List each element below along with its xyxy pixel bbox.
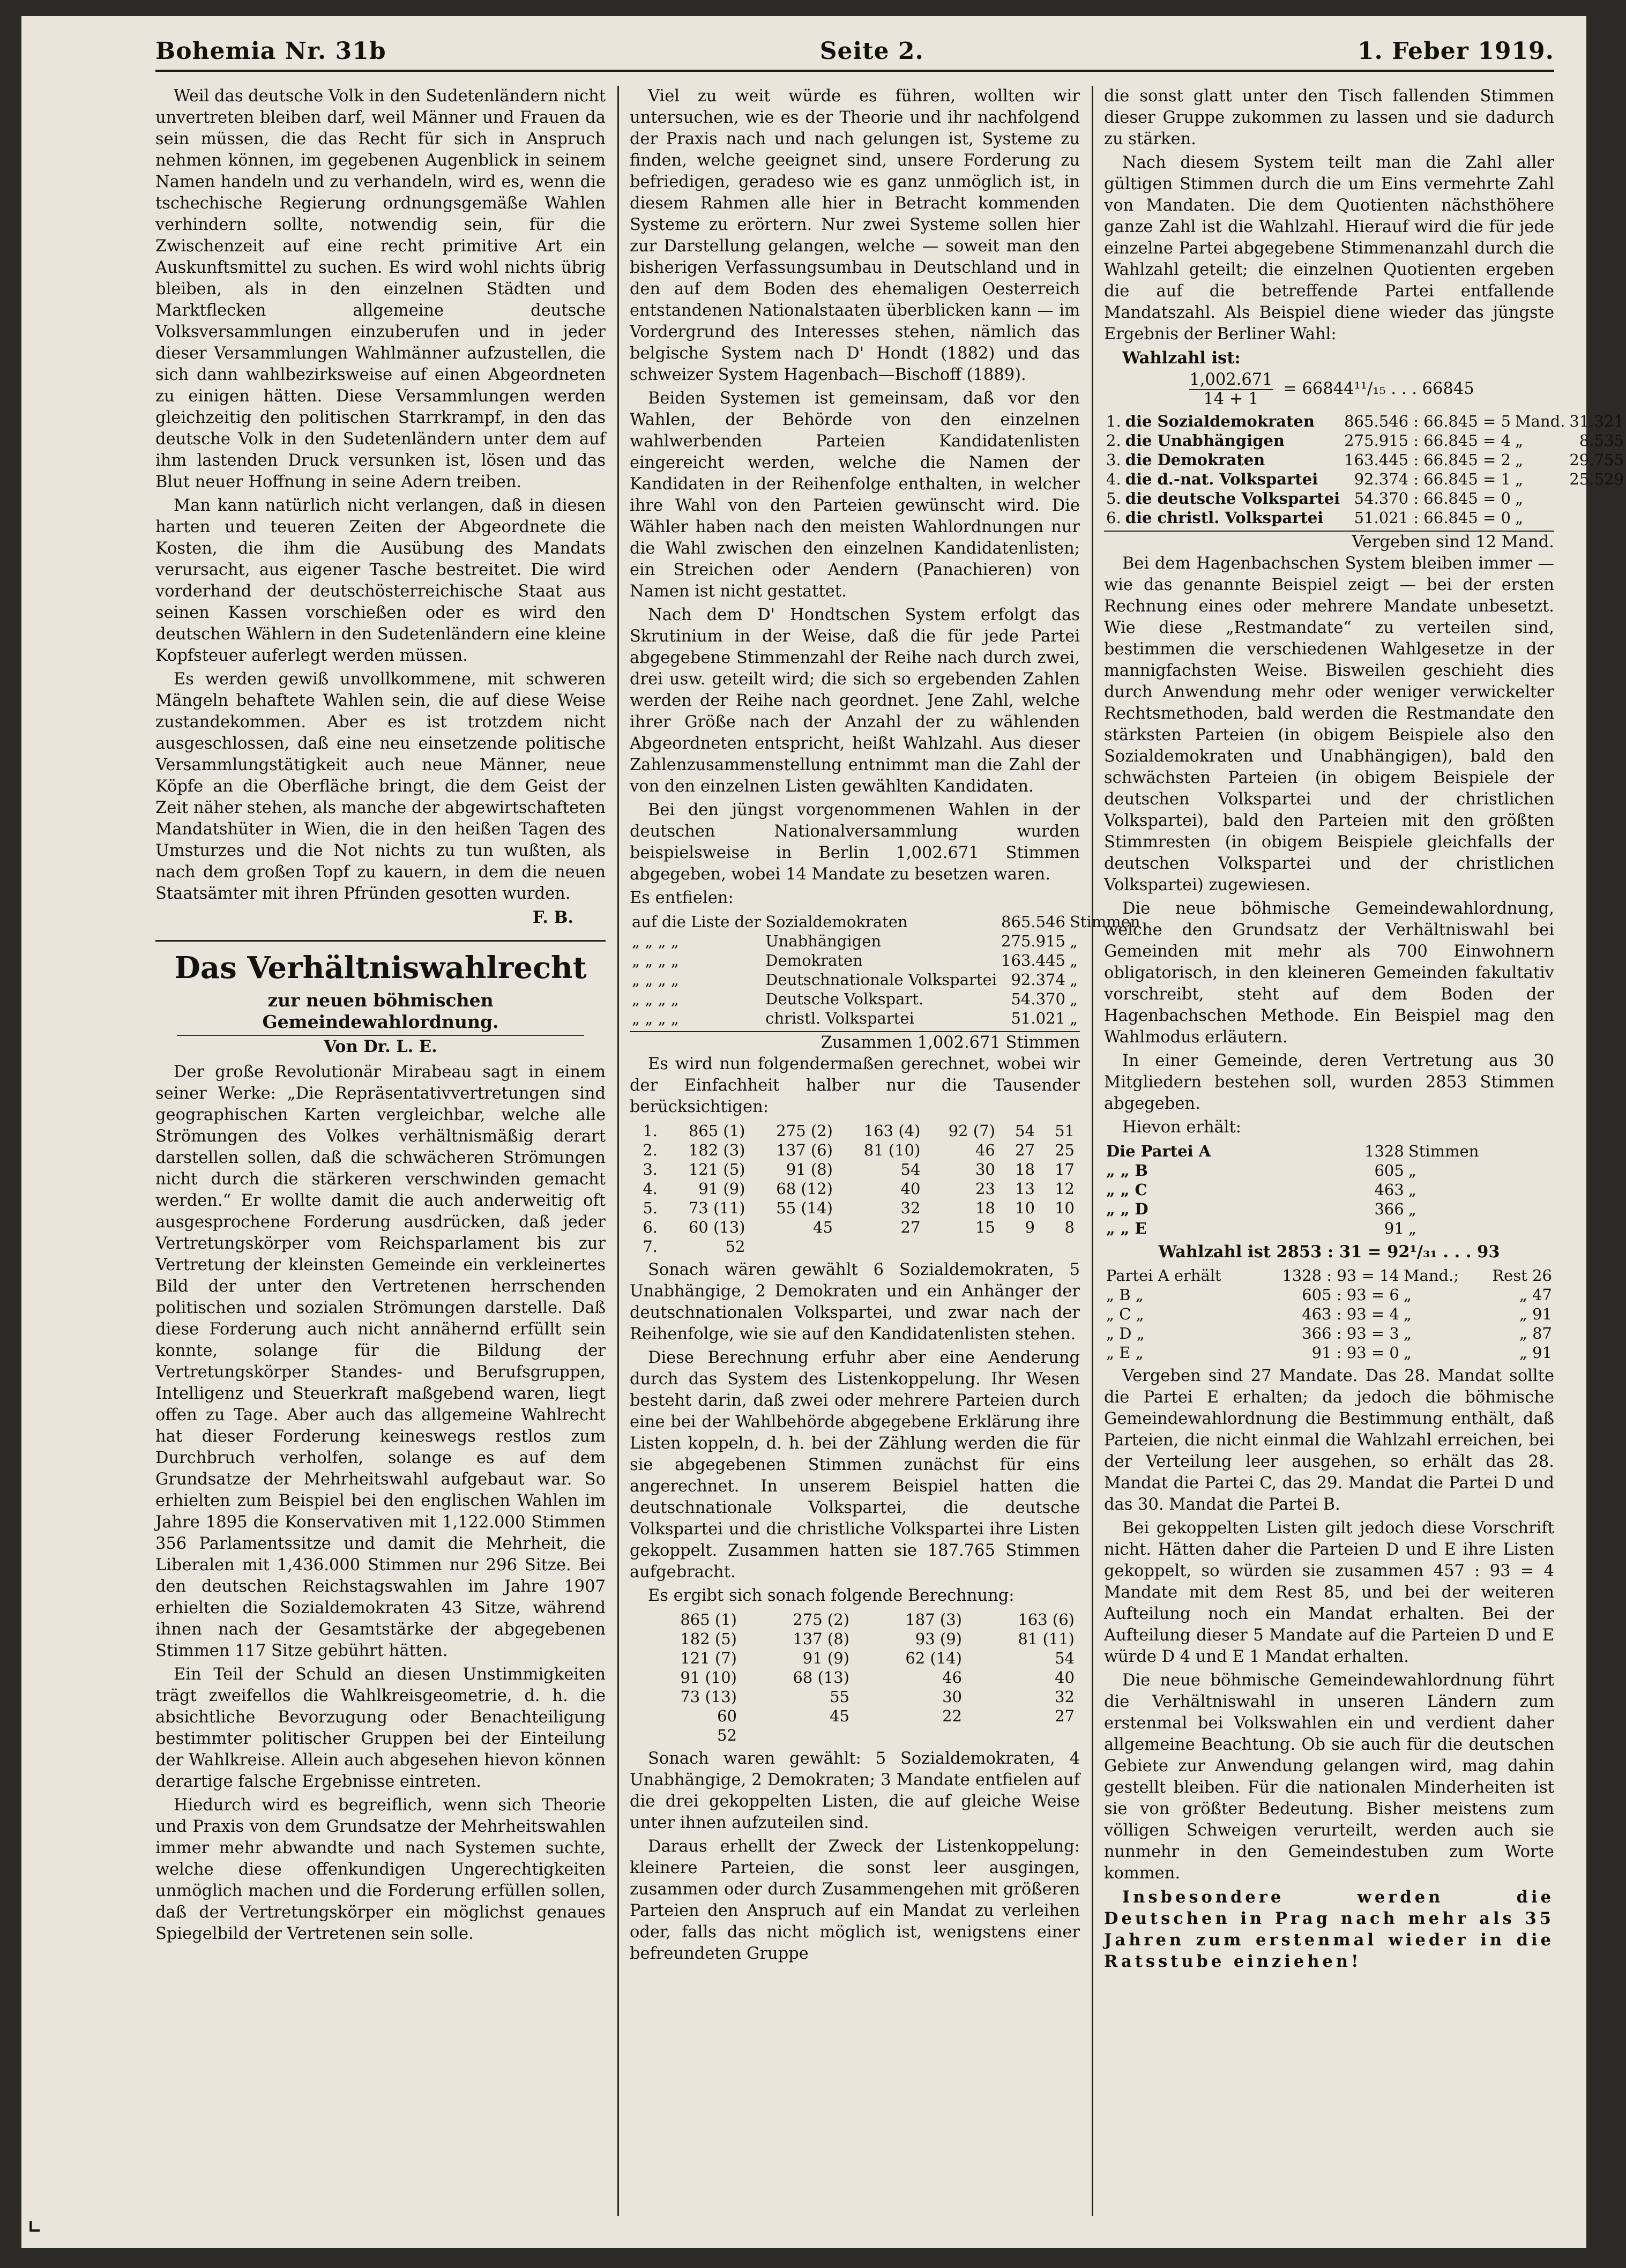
table-cell: 182 (5) bbox=[680, 1630, 737, 1648]
table-cell: „ 87 bbox=[1519, 1324, 1552, 1342]
paragraph: In einer Gemeinde, deren Vertretung aus 30 Mitgliedern bestehen soll, wurden 2853 Stimmen abgegeben. bbox=[1104, 1051, 1554, 1113]
table-cell: 23 bbox=[975, 1180, 995, 1198]
paragraph: Man kann natürlich nicht verlangen, daß in diesen harten und teueren Zeiten der Abgeordnete die Kosten, die ihm die Ausübung des Mandats verursacht, aus eigener Tasche bestreitet. Die wird vorderhand der deutschösterreichische Staat aus seinen Kassen vorschießen oder es wird den deutschen Wählern in den Sudetenländern eine kleine Kopfsteuer auferlegt werden müssen. bbox=[155, 496, 606, 665]
table-row bbox=[1104, 1285, 1554, 1304]
table-row bbox=[630, 1121, 1080, 1140]
table-cell: „ „ „ „ bbox=[632, 951, 679, 969]
paragraph: Diese Berechnung erfuhr aber eine Aenderung durch das System des Listenkoppelung. Ihr Wesen besteht darin, daß zwei oder mehrere Parteien durch eine bei der Wahlbehörde abgegebene Erklärung ihre Listen koppeln, d. h. bei der Zählung werden die für sie abgegebenen Stimmen zunächst für eins angerechnet. In unserem Beispiel hatten die deutschnationale Volkspartei, die deutsche Volkspartei und die christliche Volkspartei ihre Listen gekoppelt. Zusammen hatten sie 187.765 Stimmen aufgebracht. bbox=[630, 1348, 1080, 1581]
table-cell: Partei A erhält bbox=[1106, 1266, 1221, 1285]
table-cell: 1. bbox=[1106, 412, 1121, 430]
table-cell: „ bbox=[1403, 1344, 1412, 1362]
table-cell: die deutsche Volkspartei bbox=[1125, 489, 1340, 508]
table-cell: 463 : 93 = 4 bbox=[1302, 1305, 1399, 1323]
table-cell: „ bbox=[1403, 1305, 1412, 1323]
paragraph: Die neue böhmische Gemeindewahlordnung, welche den Grundsatz der Verhältniswahl bei Gemeinden mit mehr als 700 Einwohnern obligatorisch, in den kleineren Gemeinden fakultativ vorschreibt, steht auf dem Boden der Hagenbachschen Methode. Ein Beispiel mag den Wahlmodus erläutern. bbox=[1104, 899, 1554, 1047]
table-cell: 463 bbox=[1374, 1181, 1404, 1199]
table-cell bbox=[1567, 489, 1625, 508]
table-cell: christl. Volkspartei bbox=[765, 1009, 914, 1027]
table-cell: Die Partei A bbox=[1106, 1142, 1211, 1160]
table-row bbox=[1104, 431, 1626, 450]
table-cell: 54 bbox=[900, 1160, 921, 1178]
paragraph: Der große Revolutionär Mirabeau sagt in einem seiner Werke: „Die Repräsentativvertretungen sind geographischen Karten vergleichbar, welche alle Strömungen des Volkes verhältnismäßig derart darstellen sollen, daß die schwächeren Strömungen nicht durch die stärkeren verschwinden gemacht werden.“ Er wollte damit die auch anderweitig oft ausgesprochene Forderung ausdrücken, daß jeder Vertretungskörper vom Reichsparlament bis zur Vertretung der kleinsten Gemeinde ein verkleinertes Bild der unter den Vertretenen herrschenden politischen und sozialen Strömungen darstelle. Daß diese Forderung auch nicht annähernd erfüllt sein konnte, solange für die Bildung der Vertretungskörper Standes- und Berufsgruppen, Intelligenz und Steuerkraft maßgebend waren, liegt offen zu Tage. Aber auch das allgemeine Wahlrecht hat dieser Forderung keineswegs restlos zum Durchbruch verholfen, solange es auf dem Grundsatze der Mehrheitswahl aufgebaut war. So erhielten zum Beispiel bei den englischen Wahlen im Jahre 1895 die Konservativen mit 1,122.000 Stimmen 356 Parlamentssitze und damit die Mehrheit, die Liberalen mit 1,436.000 Stimmen nur 296 Sitze. Bei den deutschen Reichstagswahlen im Jahre 1907 erhielten die Sozialdemokraten 43 Sitze, während ihnen nach der Gesamtstärke der abgegebenen Stimmen 117 Sitze gebührt hätten. bbox=[155, 1063, 606, 1660]
table-row bbox=[1104, 1161, 1554, 1180]
table-row bbox=[1104, 469, 1626, 489]
table-cell: 22 bbox=[942, 1707, 962, 1725]
table-cell: 5. bbox=[643, 1199, 658, 1217]
table-cell: 46 bbox=[975, 1141, 995, 1159]
page-header bbox=[155, 32, 1554, 72]
table-cell: „ 91 bbox=[1519, 1305, 1552, 1323]
table-cell: „ bbox=[1069, 990, 1078, 1008]
table-row bbox=[1104, 1266, 1554, 1285]
table-cell: Stimmen bbox=[1069, 913, 1140, 931]
table-cell: 30 bbox=[975, 1160, 995, 1178]
table-cell bbox=[1001, 1237, 1040, 1256]
paragraph: Bei gekoppelten Listen gilt jedoch diese Vorschrift nicht. Hätten daher die Parteien D und E ihre Listen gekoppelt, so würden sie zusammen 457 : 93 = 4 Mandate mit dem Rest 85, und bei der weiteren Aufteilung noch ein Mandat erhalten. Bei der Aufteilung dieser 5 Mandate auf die Parteien D und E würde D 4 und E 1 Mandat erhalten. bbox=[1104, 1519, 1554, 1666]
table-cell: 865 (1) bbox=[688, 1122, 745, 1140]
table-row bbox=[1104, 489, 1626, 508]
table-cell: 68 (12) bbox=[776, 1180, 833, 1198]
paragraph: Es wird nun folgendermaßen gerechnet, wobei wir der Einfachheit halber nur die Tausender berücksichtigen: bbox=[630, 1055, 1080, 1116]
corner-mark-glyph: ⌞ bbox=[27, 2200, 42, 2237]
table-cell: „ bbox=[1069, 971, 1078, 989]
table-row bbox=[1104, 1219, 1554, 1238]
table-cell: Stimmen bbox=[1408, 1142, 1479, 1160]
paragraph: Es ergibt sich sonach folgende Berechnung: bbox=[648, 1586, 1015, 1605]
table-cell: 865.546 : 66.845 = 5 bbox=[1344, 412, 1511, 430]
table-cell: 73 (11) bbox=[688, 1199, 745, 1217]
table-cell: „ „ „ „ bbox=[632, 990, 679, 1008]
table-cell bbox=[855, 1726, 967, 1745]
table-cell: 15 bbox=[975, 1218, 995, 1236]
table-cell: die Unabhängigen bbox=[1125, 431, 1285, 450]
table-cell: 4. bbox=[1106, 470, 1121, 488]
table-cell: 4. bbox=[643, 1180, 658, 1198]
table-cell: 2. bbox=[643, 1141, 658, 1159]
table-cell: „ bbox=[1515, 431, 1523, 450]
table-cell: „ bbox=[1069, 932, 1078, 950]
table-cell: 51.021 : 66.845 = 0 bbox=[1354, 509, 1511, 527]
table-row bbox=[1104, 1199, 1554, 1219]
table-cell: 40 bbox=[900, 1180, 921, 1198]
table-row bbox=[630, 1706, 1080, 1726]
table-cell: „ „ „ „ bbox=[632, 932, 679, 950]
table-row bbox=[1104, 1142, 1554, 1161]
table-cell: die christl. Volkspartei bbox=[1125, 509, 1324, 527]
table-cell: Unabhängigen bbox=[765, 932, 882, 950]
table-row bbox=[630, 1160, 1080, 1179]
table-row bbox=[630, 1629, 1080, 1648]
table-row bbox=[630, 1140, 1080, 1160]
table-row bbox=[630, 1648, 1080, 1668]
table-cell: 54 bbox=[1055, 1649, 1075, 1667]
table-cell: 73 (13) bbox=[680, 1688, 737, 1706]
table-cell: 182 (3) bbox=[688, 1141, 745, 1159]
table-cell: 27 bbox=[1055, 1707, 1075, 1725]
table-row bbox=[1104, 1343, 1554, 1362]
table-cell: 3. bbox=[643, 1160, 658, 1178]
results-total: Vergeben sind 12 Mand. bbox=[1104, 531, 1554, 553]
table-cell: 9 bbox=[1025, 1218, 1035, 1236]
paragraph: Viel zu weit würde es führen, wollten wir untersuchen, wie es der Theorie und ihr nachfolgend der Praxis nach und nach gelungen ist, Systeme zu finden, welche geeignet sind, unsere Forderung zu befriedigen, geradeso wie es ganz unmöglich ist, in diesem Rahmen alle hier in Betracht kommenden Systeme zu erörtern. Nur zwei Systeme sollen hier zur Darstellung gelangen, welche — soweit man den bisherigen Verfassungsumbau in Deutschland und in den auf dem Boden des ehemaligen Oesterreich entstandenen Nationalstaaten überblicken kann — im Vordergrund des Interesses stehen, nämlich das belgische System nach D' Hondt (1882) und das schweizer System Hagenbach—Bischoff (1889). bbox=[630, 87, 1080, 384]
table-cell: „ 91 bbox=[1519, 1344, 1552, 1362]
wahlzahl-formula bbox=[1104, 371, 1554, 408]
table-cell: 121 (7) bbox=[680, 1649, 737, 1667]
table-cell bbox=[967, 1726, 1080, 1745]
table-cell: 18 bbox=[1015, 1160, 1035, 1178]
fraction bbox=[1189, 371, 1272, 408]
table-cell: 93 (9) bbox=[915, 1630, 962, 1648]
table-cell: 30 bbox=[942, 1688, 962, 1706]
paragraph: Sonach wären gewählt 6 Sozialdemokraten, 5 Unabhängige, 2 Demokraten und ein Anhänger der deutschnationalen Volkspartei, und zwar nach der Reihenfolge, wie sie auf den Kandidatenlisten stehen. bbox=[630, 1260, 1080, 1344]
article-headline: Das Verhältniswahlrecht bbox=[155, 940, 606, 986]
table-cell: 6. bbox=[643, 1218, 658, 1236]
table-cell: 25 bbox=[1055, 1141, 1075, 1159]
table-row bbox=[1104, 1324, 1554, 1343]
votes-total: Zusammen 1,002.671 Stimmen bbox=[630, 1031, 1080, 1054]
table-row bbox=[1104, 508, 1626, 527]
table-cell: 91 bbox=[1384, 1219, 1404, 1237]
table-cell: 865 (1) bbox=[680, 1610, 737, 1629]
table-cell: 6. bbox=[1106, 509, 1121, 527]
table-cell: die Sozialdemokraten bbox=[1125, 412, 1315, 430]
table-cell: „ bbox=[1408, 1200, 1416, 1218]
table-cell: „ „ „ „ bbox=[632, 971, 679, 989]
closing-sentence: Insbesondere werden die Deutschen in Prag nach mehr als 35 Jahren zum erstenmal wieder in die Ratsstube einziehen! bbox=[1104, 1887, 1554, 1971]
table-cell: 2. bbox=[1106, 431, 1121, 450]
paragraph: Bei dem Hagenbachschen System bleiben immer — wie das genannte Beispiel zeigt — bei der ersten Rechnung eines oder mehrere Mandate unbesetzt. Wie diese „Restmandate“ zu verteilen sind, bestimmen die verschiedenen Wahlgesetze in der mannigfachsten Weise. Bisweilen geschieht dies durch Anwendung mehr oder weniger verwickelter Rechtsmethoden, bald werden die Restmandate den stärksten Parteien (in obigem Beispiele also den Sozialdemokraten und Unabhängigen), bald den schwächsten Parteien (in obigem Beispiele der deutschen Volkspartei und der christlichen Volkspartei), bald den Parteien mit den größten Stimmresten (in obigem Beispiele gleichfalls der deutschen Volkspartei und der christlichen Volkspartei) zugewiesen. bbox=[1104, 554, 1554, 894]
table-cell: 163.445 : 66.845 = 2 bbox=[1344, 451, 1511, 469]
table-cell bbox=[750, 1237, 838, 1256]
table-cell: 54.370 : 66.845 = 0 bbox=[1354, 489, 1511, 508]
table-cell: 92.374 bbox=[1011, 971, 1065, 989]
table-row bbox=[630, 970, 1143, 989]
table-cell: „ bbox=[1069, 951, 1078, 969]
table-cell: Sozialdemokraten bbox=[765, 913, 908, 931]
table-cell: 91 : 93 = 0 bbox=[1311, 1344, 1399, 1362]
table-cell: 91 (10) bbox=[680, 1668, 737, 1687]
table-cell: 605 : 93 = 6 bbox=[1302, 1286, 1399, 1304]
table-cell: 45 bbox=[813, 1218, 833, 1236]
table-cell: 163 (4) bbox=[863, 1122, 921, 1140]
table-cell: „ „ D bbox=[1106, 1200, 1148, 1218]
table-cell: „ bbox=[1403, 1286, 1412, 1304]
table-label: Es entfielen: bbox=[630, 889, 734, 907]
table-cell: „ 47 bbox=[1519, 1286, 1552, 1304]
table-cell: Mand.; bbox=[1403, 1266, 1459, 1285]
table-row bbox=[1104, 412, 1626, 431]
table-cell: 81 (10) bbox=[863, 1141, 921, 1159]
paragraph: Daraus erhellt der Zweck der Listenkoppelung: kleinere Parteien, die sonst leer ausgingen, zusammen oder durch Zusammengehen mit größeren Parteien den Anspruch auf ein Mandat zu verleihen oder, falls das nicht möglich ist, wenigstens einer befreundeten Gruppe bbox=[630, 1837, 1080, 1963]
table-cell: 27 bbox=[1015, 1141, 1035, 1159]
table-cell: 275 (2) bbox=[793, 1610, 849, 1629]
table-cell: 187 (3) bbox=[905, 1610, 962, 1629]
table-cell: 31.321 bbox=[1569, 412, 1624, 430]
fraction-result: = 66844¹¹/₁₅ . . . 66845 bbox=[1283, 379, 1474, 398]
table-cell: 51 bbox=[1055, 1122, 1075, 1140]
table-cell: 29.755 bbox=[1569, 451, 1624, 469]
table-cell: 163 (6) bbox=[1018, 1610, 1075, 1629]
table-cell: 46 bbox=[942, 1668, 962, 1687]
table-cell bbox=[1040, 1237, 1080, 1256]
column-rule-2 bbox=[1092, 86, 1093, 2216]
article-byline: Von Dr. L. E. bbox=[324, 1037, 437, 1056]
table-row bbox=[630, 1218, 1080, 1237]
table-cell: 68 (13) bbox=[793, 1668, 849, 1687]
table-cell: 55 bbox=[830, 1688, 849, 1706]
table-row bbox=[1104, 1180, 1554, 1199]
table-row bbox=[630, 931, 1143, 951]
table-cell: 17 bbox=[1055, 1160, 1075, 1178]
table-cell: 55 (14) bbox=[776, 1199, 833, 1217]
table-cell: „ „ „ „ bbox=[632, 1009, 679, 1027]
table-cell: 32 bbox=[900, 1199, 921, 1217]
table-cell: 91 (9) bbox=[698, 1180, 745, 1198]
table-row bbox=[1104, 450, 1626, 469]
fraction-numerator: 1,002.671 bbox=[1189, 370, 1273, 389]
table-cell: 7. bbox=[643, 1237, 658, 1256]
partei-mandate-table bbox=[1104, 1266, 1554, 1362]
table-cell: 40 bbox=[1055, 1668, 1075, 1687]
table-row bbox=[630, 1198, 1080, 1218]
paragraph: Sonach waren gewählt: 5 Sozialdemokraten, 4 Unabhängige, 2 Demokraten; 3 Mandate entfielen auf die drei gekoppelten Listen, die auf gleiche Weise unter ihnen aufzuteilen sind. bbox=[630, 1749, 1080, 1832]
table-row bbox=[630, 912, 1143, 931]
table-cell: „ bbox=[1408, 1161, 1416, 1180]
paragraph: Weil das deutsche Volk in den Sudetenländern nicht unvertreten bleiben darf, weil Männer und Frauen da sein müssen, die das Recht für sich in Anspruch nehmen können, im gegebenen Augenblick in seinem Namen handeln und zu verhandeln, wird es, wenn die tschechische Regierung ordnungsgemäße Wahlen verhindern sollte, notwendig sein, für die Zwischenzeit auf eine recht primitive Art ein Auskunftsmittel zu suchen. Es wird wohl nichts übrig bleiben, als in den einzelnen Städten und Marktflecken allgemeine deutsche Volksversammlungen einzuberufen und in jeder dieser Versammlungen Wahlmänner aufzustellen, die sich dann wahlbezirksweise auf einen Abgeordneten zu einigen hätten. Diese Versammlungen werden gleichzeitig den politischen Starrkrampf, in den das deutsche Volk in den Sudetenländern unter dem auf ihm lastenden Druck versunken ist, lösen und das Blut neuer Hoffnung in seine Adern treiben. bbox=[155, 87, 606, 491]
table-cell: „ C „ bbox=[1106, 1305, 1144, 1323]
table-cell bbox=[838, 1237, 926, 1256]
table-cell: 60 (13) bbox=[688, 1218, 745, 1236]
table-cell: Mand. bbox=[1515, 412, 1565, 430]
table-cell: 81 (11) bbox=[1018, 1630, 1075, 1648]
table-row bbox=[630, 1610, 1080, 1629]
table-cell: 25.529 bbox=[1569, 470, 1624, 488]
table-row bbox=[630, 1237, 1080, 1256]
paragraph: Vergeben sind 27 Mandate. Das 28. Mandat sollte die Partei E erhalten; da jedoch die böhmische Gemeindewahlordnung die Bestimmung enthält, daß Parteien, die nicht einmal die Wahlzahl erreichen, bei der Verteilung leer ausgehen, so erhält das 28. Mandat die Partei C, das 29. Mandat die Partei D und das 30. Mandat die Partei B. bbox=[1104, 1367, 1554, 1514]
paragraph: Nach dem D' Hondtschen System erfolgt das Skrutinium in der Weise, daß die für jede Partei abgegebene Stimmenzahl der Reihe nach durch zwei, drei usw. geteilt wird; die sich so ergebenden Zahlen werden der Reihe nach geordnet. Jene Zahl, welche ihrer Größe nach der Anzahl der zu wählenden Abgeordneten entspricht, heißt Wahlzahl. Aus dieser Zahlenzusammenstellung entnimmt man die Zahl der von den einzelnen Listen gewählten Kandidaten. bbox=[630, 606, 1080, 796]
table-cell: „ E „ bbox=[1106, 1344, 1144, 1362]
article-signature: F. B. bbox=[532, 908, 573, 927]
table-cell: 8.535 bbox=[1579, 431, 1624, 450]
table-cell: „ bbox=[1515, 509, 1523, 527]
table-cell: die Demokraten bbox=[1125, 451, 1265, 469]
table-cell: 137 (8) bbox=[793, 1630, 849, 1648]
table-cell: 51.021 bbox=[1011, 1009, 1065, 1027]
dhondt-table bbox=[630, 1121, 1080, 1256]
table-cell: „ „ E bbox=[1106, 1219, 1147, 1237]
table-cell: auf die Liste der bbox=[632, 913, 762, 931]
table-cell: Deutsche Volkspart. bbox=[765, 990, 924, 1008]
table-row bbox=[630, 1179, 1080, 1198]
table-cell: 5. bbox=[1106, 489, 1121, 508]
table-row bbox=[1104, 1304, 1554, 1324]
table-cell: Demokraten bbox=[765, 951, 863, 969]
table-row bbox=[630, 951, 1143, 970]
table-cell: 10 bbox=[1055, 1199, 1075, 1217]
table-row bbox=[630, 1726, 1080, 1745]
paragraph: Nach diesem System teilt man die Zahl aller gültigen Stimmen durch die um Eins vermehrte Zahl von Mandaten. Die dem Quotienten nächsthöhere ganze Zahl ist die Wahlzahl. Hierauf wird die für jede einzelne Partei abgegebene Stimmenanzahl durch die Wahlzahl geteilt; die einzelnen Quotienten ergeben die auf die betreffende Partei entfallende Mandatszahl. Als Beispiel diene wieder das jüngste Ergebnis der Berliner Wahl: bbox=[1104, 153, 1554, 344]
column-rule-1 bbox=[617, 86, 619, 2216]
table-cell: 62 (14) bbox=[905, 1649, 962, 1667]
newspaper-page bbox=[21, 16, 1624, 2248]
fraction-denominator: 14 + 1 bbox=[1203, 390, 1259, 408]
table-cell: „ „ B bbox=[1106, 1161, 1148, 1180]
table-cell: 13 bbox=[1015, 1180, 1035, 1198]
table-cell bbox=[926, 1237, 1000, 1256]
table-cell: 275.915 : 66.845 = 4 bbox=[1344, 431, 1511, 450]
table-row bbox=[630, 1687, 1080, 1706]
table-cell: 12 bbox=[1055, 1180, 1075, 1198]
table-cell: „ bbox=[1515, 451, 1523, 469]
paragraph: Es werden gewiß unvollkommene, mit schweren Mängeln behaftete Wahlen sein, die auf diese Weise zustandekommen. Aber es ist trotzdem nicht ausgeschlossen, daß eine neu einsetzende politische Versammlungstätigkeit auch neue Männer, neue Köpfe an die Oberfläche bringt, die dem Geist der Zeit näher stehen, als manche der abgewirtschafteten Mandatshüter in Wien, die in den heißen Tagen des Umsturzes und die Not nichts zu tun wußten, als nach dem großen Topf zu kauern, in dem die neuen Staatsämter mit ihren Pfründen gesotten wurden. bbox=[155, 670, 606, 903]
paragraph: Hiedurch wird es begreiflich, wenn sich Theorie und Praxis von dem Grundsatze der Mehrheitswahlen immer mehr abwandte und nach Systemen suchte, welche diese offenkundigen Ungerechtigkeiten unmöglich machen und die Forderung erfüllen sollen, daß der Vertretungskörper ein möglichst genaues Spiegelbild der Vertretenen sein solle. bbox=[155, 1796, 606, 1943]
table-cell: 3. bbox=[1106, 451, 1121, 469]
table-cell: 60 bbox=[717, 1707, 737, 1725]
table-cell bbox=[742, 1726, 855, 1745]
parties-table bbox=[1104, 1142, 1554, 1238]
table-cell: 54 bbox=[1015, 1122, 1035, 1140]
paragraph: Die neue böhmische Gemeindewahlordnung führt die Verhältniswahl in unseren Ländern zum erstenmal bei Volkswahlen ein und verdient daher allgemeine Beachtung. Ob sie auch für die deutschen Gebiete zur Anwendung gelangen wird, mag dahin gestellt bleiben. Für die nationalen Minderheiten ist sie von größter Bedeutung. Bisher meistens zum völligen Schweigen verurteilt, werden auch sie nunmehr in den Gemeindestuben zum Worte kommen. bbox=[1104, 1671, 1554, 1883]
header-masthead: Bohemia Nr. 31b bbox=[155, 37, 386, 65]
table-cell: 865.546 bbox=[1001, 913, 1065, 931]
table-cell: „ bbox=[1515, 470, 1523, 488]
table-cell: „ B „ bbox=[1106, 1286, 1144, 1304]
table-row bbox=[630, 1009, 1143, 1028]
table-cell: 27 bbox=[900, 1218, 921, 1236]
header-page-number: Seite 2. bbox=[819, 37, 924, 65]
table-cell: „ bbox=[1403, 1324, 1412, 1342]
table-cell: 91 (8) bbox=[786, 1160, 833, 1178]
table-cell: 92.374 : 66.845 = 1 bbox=[1354, 470, 1511, 488]
paragraph: die sonst glatt unter den Tisch fallenden Stimmen dieser Gruppe zukommen zu lassen und sie dadurch zu stärken. bbox=[1104, 87, 1554, 148]
table-cell: 366 bbox=[1374, 1200, 1404, 1218]
table-cell: 1328 bbox=[1364, 1142, 1404, 1160]
table-cell: „ D „ bbox=[1106, 1324, 1145, 1342]
table-cell bbox=[1567, 508, 1625, 527]
table-cell: 10 bbox=[1015, 1199, 1035, 1217]
article-subheadline: zur neuen böhmischen Gemeindewahlordnung. bbox=[177, 990, 584, 1036]
table-cell: Rest 26 bbox=[1492, 1266, 1552, 1285]
table-cell: 137 (6) bbox=[776, 1141, 833, 1159]
votes-table bbox=[630, 912, 1143, 1028]
table-cell: die d.-nat. Volkspartei bbox=[1125, 470, 1318, 488]
wahlzahl-label: Wahlzahl ist: bbox=[1122, 348, 1241, 368]
table-row bbox=[630, 1668, 1080, 1687]
table-cell: 1328 : 93 = 14 bbox=[1282, 1266, 1399, 1285]
table-cell: 121 (5) bbox=[688, 1160, 745, 1178]
column-2 bbox=[630, 86, 1140, 2216]
table-cell: 275 (2) bbox=[776, 1122, 833, 1140]
paragraph: Bei den jüngst vorgenommenen Wahlen in der deutschen Nationalversammlung wurden beispielsweise in Berlin 1,002.671 Stimmen abgegeben, wobei 14 Mandate zu besetzen waren. bbox=[630, 801, 1080, 884]
table-cell: 366 : 93 = 3 bbox=[1302, 1324, 1399, 1342]
paragraph: Ein Teil der Schuld an diesen Unstimmigkeiten trägt zweifellos die Wahlkreisgeometrie, d. h. die absichtliche Bevorzugung oder Benachteiligung bestimmter politischer Gruppen bei der Einteilung der Wahlkreise. Allein auch abgesehen hievon können derartige falsche Ergebnisse eintreten. bbox=[155, 1665, 606, 1791]
column-3 bbox=[1104, 86, 1624, 2216]
paragraph: Hievon erhält: bbox=[1122, 1118, 1242, 1137]
paragraph: Beiden Systemen ist gemeinsam, daß vor den Wahlen, der Behörde von den einzelnen wahlwerbenden Parteien Kandidatenlisten eingereicht werden, welche die Namen der Kandidaten in der Reihenfolge enthalten, in welcher ihre Wahl von den Parteien gewünscht wird. Die Wähler haben nach den meisten Wahlordnungen nur die Wahl zwischen den einzelnen Kandidatenlisten; ein Streichen oder Aendern (Panachieren) von Namen ist nicht gestattet. bbox=[630, 389, 1080, 601]
table-cell: 92 (7) bbox=[948, 1122, 995, 1140]
table-cell: 91 (9) bbox=[802, 1649, 849, 1667]
table-cell: „ bbox=[1408, 1219, 1416, 1237]
table-cell: 52 bbox=[725, 1237, 745, 1256]
table-cell: 45 bbox=[830, 1707, 849, 1725]
table-cell: 54.370 bbox=[1011, 990, 1065, 1008]
coupled-table bbox=[630, 1610, 1080, 1745]
table-cell: 275.915 bbox=[1001, 932, 1065, 950]
table-cell: „ „ C bbox=[1106, 1181, 1147, 1199]
table-cell: Deutschnationale Volkspartei bbox=[765, 971, 997, 989]
table-cell: 605 bbox=[1374, 1161, 1404, 1180]
header-date: 1. Feber 1919. bbox=[1357, 37, 1554, 65]
table-cell: 1. bbox=[643, 1122, 658, 1140]
table-cell: 163.445 bbox=[1001, 951, 1065, 969]
table-row bbox=[630, 989, 1143, 1009]
table-cell: „ bbox=[1515, 489, 1523, 508]
table-cell: 18 bbox=[975, 1199, 995, 1217]
column-1 bbox=[155, 86, 606, 2216]
table-cell: 32 bbox=[1055, 1688, 1075, 1706]
table-cell: 8 bbox=[1064, 1218, 1075, 1236]
hagenbach-results-table bbox=[1104, 412, 1626, 527]
table-cell: „ bbox=[1408, 1181, 1416, 1199]
wahlzahl-line: Wahlzahl ist 2853 : 31 = 92¹/₃₁ . . . 93 bbox=[1158, 1242, 1500, 1262]
table-cell: 52 bbox=[717, 1726, 737, 1744]
table-cell: „ bbox=[1069, 1009, 1078, 1027]
